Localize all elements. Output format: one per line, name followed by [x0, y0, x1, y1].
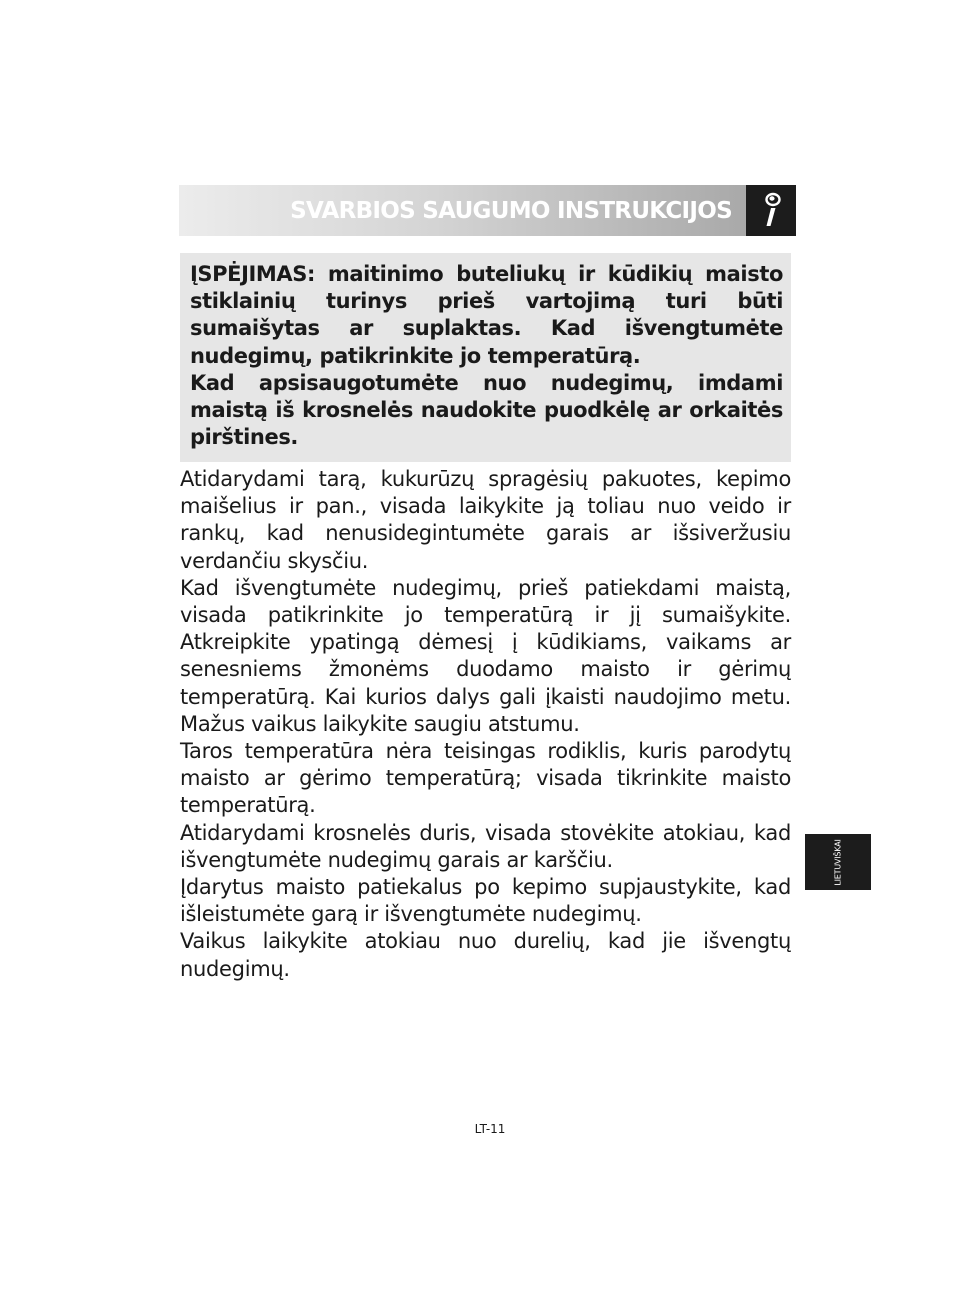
- section-header: [179, 185, 796, 236]
- paragraph-container-temperature: Taros temperatūra nėra teisingas rodiklis, kuris parodytų maisto ar gėrimo temperatūrą; visada tikrinkite maisto temperatūrą.: [180, 739, 791, 818]
- language-label: LIETUVIŠKAI: [833, 838, 843, 886]
- paragraph-opening-door: Atidarydami krosnelės duris, visada stovėkite atokiau, kad išvengtumėte nudegimų garais ar karščiu.: [180, 820, 791, 872]
- info-icon-box: [746, 185, 796, 236]
- section-title: SVARBIOS SAUGUMO INSTRUKCIJOS: [290, 197, 732, 224]
- warning-text-main: ĮSPĖJIMAS: maitinimo buteliukų ir kūdikių maisto stiklainių turinys prieš vartojimą turi būti sumaišytas ar suplaktas. Kad išvengtumėte nudegimų, patikrinkite jo temperatūrą.: [190, 262, 783, 368]
- paragraph-stuffed-food: Įdarytus maisto patiekalus po kepimo supjaustykite, kad išleistumėte garą ir išvengtumėte nudegimų.: [180, 875, 791, 927]
- paragraph-children-door: Vaikus laikykite atokiau nuo durelių, kad jie išvengtų nudegimų.: [180, 929, 791, 981]
- warning-text-gloves: Kad apsisaugotumėte nuo nudegimų, imdami maistą iš krosnelės naudokite puodkėlę ar orkaitės pirštines.: [190, 370, 783, 450]
- language-side-tab: [805, 834, 871, 890]
- paragraph-check-temperature: Kad išvengtumėte nudegimų, prieš patiekdami maistą, visada patikrinkite jo temperatūrą ir jį sumaišykite. Atkreipkite ypatingą dėmesį į kūdikiams, vaikams ar senesniems žmonėms duodamo maisto ir gėrimų temperatūrą. Kai kurios dalys gali įkaisti naudojimo metu. Mažus vaikus laikykite saugiu atstumu.: [180, 575, 791, 736]
- info-i-icon: [760, 192, 782, 230]
- section-header-title-box: [179, 185, 746, 236]
- paragraph-opening-containers: Atidarydami tarą, kukurūzų spragėsių pakuotes, kepimo maišelius ir pan., visada laikykite ją toliau nuo veido ir rankų, kad nenusidegintumėte garais ar išsiveržusiu verdančiu skysčiu.: [180, 467, 791, 573]
- page-number: LT-11: [474, 1122, 506, 1136]
- instructions-body: [180, 466, 791, 983]
- warning-box: [180, 253, 791, 462]
